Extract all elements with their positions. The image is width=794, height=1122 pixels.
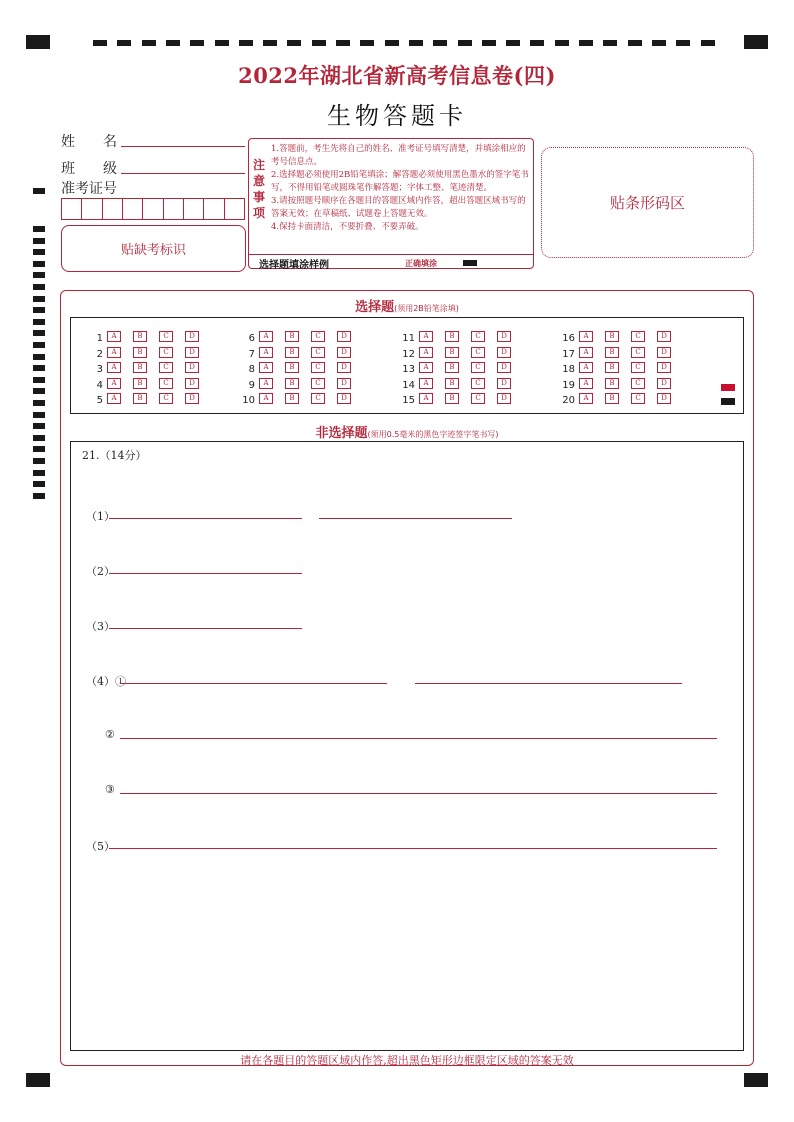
- choice-question-row: [233, 375, 363, 391]
- timing-mark: [33, 319, 45, 325]
- choice-question-row: [81, 390, 211, 406]
- part-5-label: （5）: [86, 840, 115, 853]
- option-bubble-a[interactable]: A: [259, 393, 273, 404]
- option-bubble-d[interactable]: D: [657, 347, 671, 358]
- exam-id-box[interactable]: [225, 199, 244, 219]
- option-bubble-b[interactable]: B: [133, 362, 147, 373]
- question-number: 16: [562, 333, 575, 344]
- class-label: 班 级: [61, 161, 117, 177]
- timing-mark: [603, 40, 617, 46]
- option-bubble-d[interactable]: D: [657, 378, 671, 389]
- timing-mark: [336, 40, 350, 46]
- timing-mark: [33, 423, 45, 429]
- option-bubble-a[interactable]: A: [579, 362, 593, 373]
- choice-question-row: [393, 375, 523, 391]
- timing-mark: [433, 40, 447, 46]
- timing-mark: [33, 388, 45, 394]
- option-bubble-d[interactable]: D: [337, 378, 351, 389]
- question-number: 1: [96, 333, 103, 344]
- timing-mark: [33, 412, 45, 418]
- option-bubble-d[interactable]: D: [497, 347, 511, 358]
- exam-id-box[interactable]: [62, 199, 82, 219]
- option-bubble-c[interactable]: C: [631, 378, 645, 389]
- option-bubble-b[interactable]: B: [285, 347, 299, 358]
- part-4-1-label: （4）①: [86, 675, 126, 688]
- choice-question-row: [553, 328, 683, 344]
- choice-question-row: [233, 359, 363, 375]
- timing-mark: [33, 400, 45, 406]
- choice-question-row: [81, 328, 211, 344]
- timing-mark: [166, 40, 180, 46]
- q21-label: 21.（14分）: [82, 449, 147, 462]
- choice-question-row: [81, 359, 211, 375]
- option-bubble-a[interactable]: A: [579, 331, 593, 342]
- question-number: 11: [402, 333, 415, 344]
- question-number: 2: [96, 348, 103, 360]
- timing-mark: [33, 330, 45, 336]
- sample-label: 选择题填涂样例: [259, 260, 329, 271]
- timing-mark: [33, 365, 45, 371]
- timing-mark: [360, 40, 374, 46]
- timing-mark: [33, 249, 45, 255]
- question-number: 18: [562, 364, 575, 375]
- option-bubble-a[interactable]: A: [579, 393, 593, 404]
- left-timing-marks: [33, 226, 45, 506]
- question-number: 15: [402, 395, 415, 406]
- option-bubble-c[interactable]: C: [631, 362, 645, 373]
- name-label: 姓 名: [61, 134, 117, 150]
- choice-title: 选择题: [355, 300, 395, 315]
- option-bubble-c[interactable]: C: [159, 393, 173, 404]
- part-1-answer-line-b[interactable]: [319, 518, 512, 519]
- nonchoice-title: 非选择题: [315, 426, 368, 441]
- option-bubble-d[interactable]: D: [497, 393, 511, 404]
- question-number: 6: [248, 333, 255, 344]
- question-number: 13: [402, 364, 415, 375]
- option-bubble-d[interactable]: D: [657, 331, 671, 342]
- notice-item: 2.选择题必须使用2B铅笔填涂；解答题必须使用黑色墨水的签字笔书写，不得用铅笔或圆珠笔作解答题；字体工整、笔迹清楚。: [271, 170, 529, 193]
- option-bubble-d[interactable]: D: [185, 393, 199, 404]
- timing-mark: [33, 261, 45, 267]
- top-timing-marks: [93, 40, 718, 46]
- corner-marker-bottom-right: [744, 1073, 768, 1087]
- page-title: 2022年湖北省新高考信息卷(四): [238, 63, 556, 88]
- choice-question-row: [81, 375, 211, 391]
- option-bubble-c[interactable]: C: [159, 331, 173, 342]
- part-4-1-answer-line-a[interactable]: [120, 683, 387, 684]
- timing-mark: [33, 307, 45, 313]
- option-bubble-a[interactable]: A: [259, 378, 273, 389]
- question-number: 19: [562, 379, 575, 391]
- choice-question-row: [233, 328, 363, 344]
- option-bubble-c[interactable]: C: [311, 362, 325, 373]
- question-number: 7: [248, 348, 255, 360]
- choice-question-row: [393, 390, 523, 406]
- timing-mark: [33, 470, 45, 476]
- timing-mark: [652, 40, 666, 46]
- option-bubble-d[interactable]: D: [185, 378, 199, 389]
- option-bubble-d[interactable]: D: [337, 331, 351, 342]
- option-bubble-b[interactable]: B: [605, 347, 619, 358]
- notice-item: 1.答题前，考生先将自己的姓名、准考证号填写清楚，并填涂相应的考号信息点。: [271, 144, 526, 167]
- part-4-1-answer-line-b[interactable]: [415, 683, 682, 684]
- orientation-mark-black: [721, 398, 735, 405]
- part-3-label: （3）: [86, 620, 115, 633]
- question-number: 5: [96, 395, 103, 406]
- part-2-label: （2）: [86, 565, 115, 578]
- timing-mark: [676, 40, 690, 46]
- option-bubble-b[interactable]: B: [285, 331, 299, 342]
- absent-sticker-area: [61, 225, 246, 272]
- correct-fill-sample: [463, 260, 477, 266]
- option-bubble-d[interactable]: D: [657, 362, 671, 373]
- part-4-2-label: ②: [105, 728, 115, 741]
- option-bubble-b[interactable]: B: [133, 378, 147, 389]
- option-bubble-d[interactable]: D: [497, 362, 511, 373]
- option-bubble-a[interactable]: A: [259, 362, 273, 373]
- timing-mark: [409, 40, 423, 46]
- notice-items: [271, 143, 529, 234]
- q21-answer-box[interactable]: [70, 441, 744, 1051]
- part-4-3-answer-line[interactable]: [120, 793, 717, 794]
- choice-question-row: [233, 344, 363, 360]
- option-bubble-c[interactable]: C: [631, 393, 645, 404]
- part-1-answer-line-a[interactable]: [109, 518, 302, 519]
- option-bubble-b[interactable]: B: [605, 378, 619, 389]
- barcode-area: [541, 147, 754, 258]
- notice-side-char: 意: [252, 174, 265, 188]
- timing-mark: [287, 40, 301, 46]
- question-number: 14: [402, 379, 415, 391]
- exam-id-box[interactable]: [143, 199, 163, 219]
- timing-mark: [628, 40, 642, 46]
- correct-fill-label: 正确填涂: [405, 259, 437, 268]
- timing-mark: [93, 40, 107, 46]
- notice-item: 3.请按照题号顺序在各题目的答题区域内作答，超出答题区域书写的答案无效；在草稿纸、试题卷上答题无效。: [271, 196, 526, 219]
- timing-mark: [33, 481, 45, 487]
- option-bubble-a[interactable]: A: [259, 347, 273, 358]
- option-bubble-c[interactable]: C: [159, 378, 173, 389]
- barcode-label: 贴条形码区: [609, 194, 685, 212]
- choice-question-row: [393, 359, 523, 375]
- option-bubble-c[interactable]: C: [471, 378, 485, 389]
- option-bubble-d[interactable]: D: [337, 393, 351, 404]
- name-input-line[interactable]: [121, 146, 245, 147]
- timing-mark: [579, 40, 593, 46]
- choice-question-row: [393, 344, 523, 360]
- timing-mark: [263, 40, 277, 46]
- notice-divider: [249, 254, 533, 255]
- orientation-mark-red: [721, 384, 735, 391]
- class-input-line[interactable]: [121, 173, 245, 174]
- choice-question-row: [393, 328, 523, 344]
- page-subtitle: 生物答题卡: [327, 102, 467, 130]
- corner-marker-top-left: [26, 35, 50, 49]
- exam-id-boxes[interactable]: [61, 198, 245, 220]
- question-number: 10: [242, 395, 255, 406]
- option-bubble-c[interactable]: C: [471, 393, 485, 404]
- timing-mark: [33, 238, 45, 244]
- option-bubble-b[interactable]: B: [133, 393, 147, 404]
- exam-id-box[interactable]: [103, 199, 123, 219]
- timing-mark: [33, 446, 45, 452]
- nonchoice-hint: (须用0.5毫米的黑色字迹签字笔书写): [367, 430, 499, 439]
- option-bubble-c[interactable]: C: [471, 347, 485, 358]
- option-bubble-a[interactable]: A: [107, 347, 121, 358]
- timing-mark: [33, 296, 45, 302]
- choice-column: [393, 328, 523, 406]
- corner-marker-bottom-left: [26, 1073, 50, 1087]
- timing-mark: [33, 493, 45, 499]
- option-bubble-a[interactable]: A: [419, 331, 433, 342]
- option-bubble-c[interactable]: C: [471, 362, 485, 373]
- notice-side-label: [252, 157, 266, 221]
- option-bubble-b[interactable]: B: [605, 331, 619, 342]
- option-bubble-b[interactable]: B: [133, 347, 147, 358]
- option-bubble-b[interactable]: B: [605, 362, 619, 373]
- option-bubble-d[interactable]: D: [497, 331, 511, 342]
- timing-mark: [506, 40, 520, 46]
- option-bubble-c[interactable]: C: [631, 331, 645, 342]
- exam-id-box[interactable]: [184, 199, 204, 219]
- option-bubble-b[interactable]: B: [445, 347, 459, 358]
- exam-id-box[interactable]: [164, 199, 184, 219]
- timing-mark: [33, 435, 45, 441]
- part-1-label: （1）: [86, 510, 115, 523]
- option-bubble-a[interactable]: A: [107, 378, 121, 389]
- option-bubble-c[interactable]: C: [311, 378, 325, 389]
- timing-mark: [33, 226, 45, 232]
- timing-mark: [33, 354, 45, 360]
- notice-side-char: 注: [252, 158, 265, 172]
- left-timing-mark: [33, 188, 45, 194]
- timing-mark: [385, 40, 399, 46]
- timing-mark: [33, 377, 45, 383]
- option-bubble-b[interactable]: B: [285, 362, 299, 373]
- question-number: 17: [562, 348, 575, 360]
- choice-column: [81, 328, 211, 406]
- timing-mark: [458, 40, 472, 46]
- timing-mark: [239, 40, 253, 46]
- choice-hint: (须用2B铅笔涂填): [394, 304, 459, 313]
- timing-mark: [530, 40, 544, 46]
- option-bubble-a[interactable]: A: [419, 393, 433, 404]
- choice-question-row: [81, 344, 211, 360]
- timing-mark: [482, 40, 496, 46]
- option-bubble-c[interactable]: C: [311, 393, 325, 404]
- part-2-answer-line[interactable]: [109, 573, 302, 574]
- option-bubble-c[interactable]: C: [159, 362, 173, 373]
- option-bubble-d[interactable]: D: [185, 347, 199, 358]
- question-number: 4: [96, 379, 103, 391]
- option-bubble-a[interactable]: A: [579, 378, 593, 389]
- notice-side-char: 事: [252, 190, 265, 204]
- option-bubble-b[interactable]: B: [133, 331, 147, 342]
- timing-mark: [33, 342, 45, 348]
- option-bubble-b[interactable]: B: [605, 393, 619, 404]
- exam-id-box[interactable]: [204, 199, 224, 219]
- part-4-2-answer-line[interactable]: [120, 738, 717, 739]
- part-3-answer-line[interactable]: [109, 628, 302, 629]
- part-5-answer-line[interactable]: [109, 848, 717, 849]
- timing-mark: [215, 40, 229, 46]
- option-bubble-b[interactable]: B: [285, 378, 299, 389]
- option-bubble-d[interactable]: D: [337, 347, 351, 358]
- choice-question-row: [553, 375, 683, 391]
- option-bubble-b[interactable]: B: [445, 362, 459, 373]
- option-bubble-b[interactable]: B: [445, 393, 459, 404]
- choice-question-row: [233, 390, 363, 406]
- choice-column: [553, 328, 683, 406]
- option-bubble-a[interactable]: A: [419, 362, 433, 373]
- timing-mark: [701, 40, 715, 46]
- choice-column: [233, 328, 363, 406]
- option-bubble-c[interactable]: C: [311, 347, 325, 358]
- option-bubble-c[interactable]: C: [311, 331, 325, 342]
- part-4-3-label: ③: [105, 783, 115, 796]
- footer-notice: 请在各题目的答题区域内作答,超出黑色矩形边框限定区域的答案无效: [240, 1054, 574, 1067]
- option-bubble-d[interactable]: D: [657, 393, 671, 404]
- question-number: 9: [248, 379, 255, 391]
- option-bubble-c[interactable]: C: [159, 347, 173, 358]
- option-bubble-d[interactable]: D: [337, 362, 351, 373]
- option-bubble-d[interactable]: D: [185, 362, 199, 373]
- option-bubble-a[interactable]: A: [419, 347, 433, 358]
- timing-mark: [190, 40, 204, 46]
- option-bubble-a[interactable]: A: [419, 378, 433, 389]
- exam-id-box[interactable]: [123, 199, 143, 219]
- timing-mark: [142, 40, 156, 46]
- option-bubble-a[interactable]: A: [579, 347, 593, 358]
- timing-mark: [33, 272, 45, 278]
- option-bubble-d[interactable]: D: [497, 378, 511, 389]
- option-bubble-b[interactable]: B: [445, 378, 459, 389]
- option-bubble-a[interactable]: A: [107, 331, 121, 342]
- choice-grid: [70, 317, 744, 414]
- exam-id-label: 准考证号: [61, 181, 117, 197]
- option-bubble-c[interactable]: C: [631, 347, 645, 358]
- notice-item: 4.保持卡面清洁，不要折叠、不要弄破。: [271, 222, 424, 232]
- option-bubble-a[interactable]: A: [107, 393, 121, 404]
- question-number: 8: [248, 364, 255, 375]
- choice-question-row: [553, 390, 683, 406]
- option-bubble-b[interactable]: B: [285, 393, 299, 404]
- timing-mark: [312, 40, 326, 46]
- question-number: 20: [562, 395, 575, 406]
- option-bubble-a[interactable]: A: [107, 362, 121, 373]
- option-bubble-c[interactable]: C: [471, 331, 485, 342]
- option-bubble-d[interactable]: D: [185, 331, 199, 342]
- notice-box: [248, 138, 534, 269]
- absent-sticker-label: 贴缺考标识: [120, 243, 186, 258]
- choice-question-row: [553, 359, 683, 375]
- timing-mark: [555, 40, 569, 46]
- choice-question-row: [553, 344, 683, 360]
- exam-id-box[interactable]: [82, 199, 102, 219]
- choice-section-heading: [60, 296, 754, 315]
- nonchoice-section-heading: [60, 422, 754, 441]
- option-bubble-b[interactable]: B: [445, 331, 459, 342]
- timing-mark: [33, 284, 45, 290]
- option-bubble-a[interactable]: A: [259, 331, 273, 342]
- timing-mark: [117, 40, 131, 46]
- timing-mark: [33, 458, 45, 464]
- corner-marker-top-right: [744, 35, 768, 49]
- question-number: 3: [96, 364, 103, 375]
- notice-side-char: 项: [252, 206, 265, 220]
- question-number: 12: [402, 348, 415, 360]
